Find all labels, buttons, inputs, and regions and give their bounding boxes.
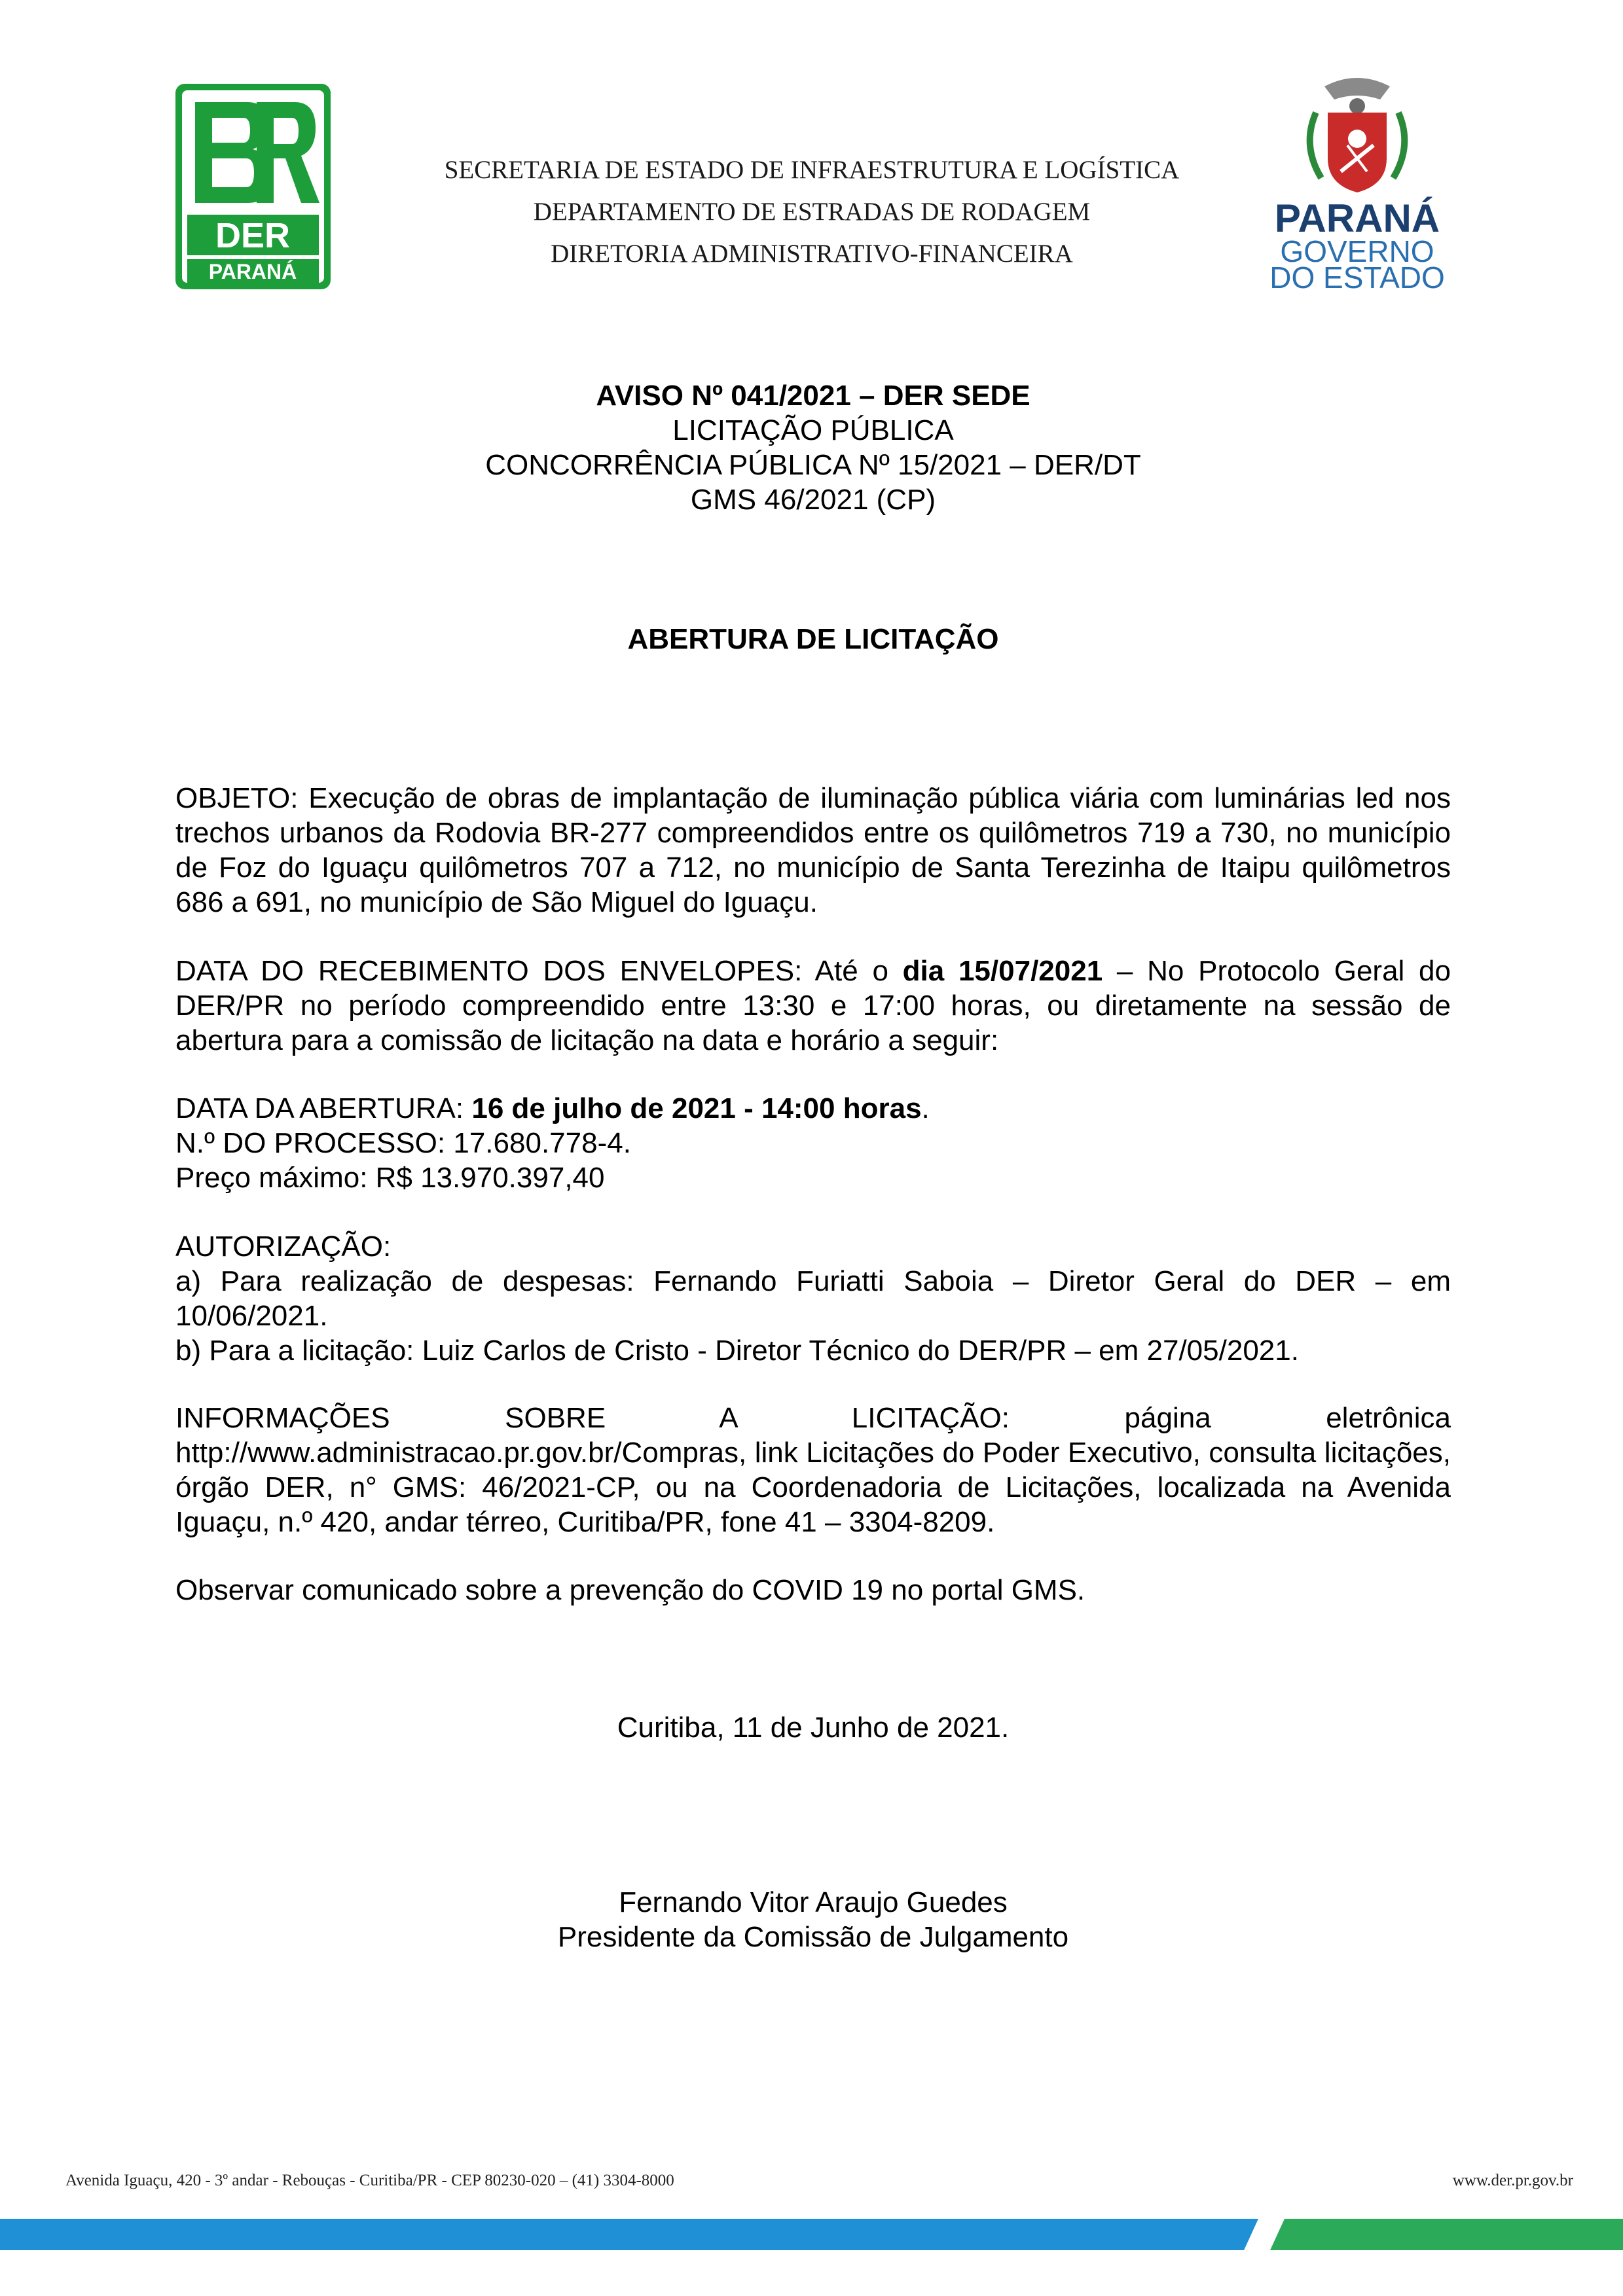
abertura-block [175,1091,1451,1195]
aviso-title: AVISO Nº 041/2021 – DER SEDE [596,380,1030,412]
gms-number: GMS 46/2021 (CP) [690,484,936,516]
informacoes-paragraph: INFORMAÇÕES SOBRE A LICITAÇÃO: página eletrônica http://www.administracao.pr.gov.br/Compras, link Licitações do Poder Executivo, consulta licitações, órgão DER, n° GMS: 46/2021-CP, ou na Coordenadoria de Licitações, localizada na Avenida Iguaçu, n.º 420, andar térreo, Curitiba/PR, fone 41 – 3304-8209. [175,1402,1451,1538]
parana-governo-logo [1262,73,1452,289]
recebimento-date: dia 15/07/2021 [902,955,1103,987]
footer-address: Avenida Iguaçu, 420 - 3º andar - Rebouças - Curitiba/PR - CEP 80230-020 – (41) 3304-8000 [65,2172,674,2189]
recebimento-prefix: DATA DO RECEBIMENTO DOS ENVELOPES: Até o [175,955,903,987]
recebimento-suffix: – No Protocolo Geral do DER/PR no período compreendido entre 13:30 e 17:00 horas, ou diretamente na sessão de abertura para a comissão de licitação na data e horário a seguir: [175,955,1451,1056]
abertura-date: 16 de julho de 2021 - 14:00 horas [471,1092,922,1124]
header-line-departamento: DEPARTAMENTO DE ESTRADAS DE RODAGEM [533,198,1091,226]
abertura-label: DATA DA ABERTURA: [175,1092,472,1124]
date-place: Curitiba, 11 de Junho de 2021. [617,1712,1010,1744]
svg-text:DO ESTADO: DO ESTADO [1269,260,1445,289]
signatory-role: Presidente da Comissão de Julgamento [557,1921,1069,1953]
title-block [175,378,1451,517]
signature-block [175,1885,1451,1954]
autorizacao-item-b: b) Para a licitação: Luiz Carlos de Cristo - Diretor Técnico do DER/PR – em 27/05/2021. [175,1335,1299,1367]
autorizacao-item-a: a) Para realização de despesas: Fernando Furiatti Saboia – Diretor Geral do DER – em 10/06/2021. [175,1265,1451,1332]
autorizacao-block [175,1229,1451,1368]
footer-color-bar [0,2219,1623,2250]
licitacao-type: LICITAÇÃO PÚBLICA [672,414,954,446]
footer-website: www.der.pr.gov.br [1452,2172,1573,2189]
section-heading: ABERTURA DE LICITAÇÃO [627,623,999,655]
recebimento-paragraph [175,954,1451,1058]
signatory-name: Fernando Vitor Araujo Guedes [619,1886,1008,1918]
autorizacao-heading: AUTORIZAÇÃO: [175,1230,392,1263]
header-institution [367,149,1257,275]
preco-maximo: Preço máximo: R$ 13.970.397,40 [175,1162,605,1194]
processo-number: N.º DO PROCESSO: 17.680.778-4. [175,1127,631,1159]
header-line-secretaria: SECRETARIA DE ESTADO DE INFRAESTRUTURA E LOGÍSTICA [444,156,1180,184]
abertura-period: . [921,1092,930,1124]
svg-text:DER: DER [215,216,291,255]
svg-text:GOVERNO: GOVERNO [1280,234,1434,268]
objeto-paragraph: OBJETO: Execução de obras de implantação de iluminação pública viária com luminárias led nos trechos urbanos da Rodovia BR-277 compreendidos entre os quilômetros 719 a 730, no município de Foz do Iguaçu quilômetros 707 a 712, no município de Santa Terezinha de Itaipu quilômetros 686 a 691, no município de São Miguel do Iguaçu. [175,782,1451,918]
svg-text:PARANÁ: PARANÁ [208,260,297,283]
header-line-diretoria: DIRETORIA ADMINISTRATIVO-FINANCEIRA [551,240,1073,268]
concorrencia-number: CONCORRÊNCIA PÚBLICA Nº 15/2021 – DER/DT [485,449,1141,481]
svg-text:PARANÁ: PARANÁ [1274,196,1440,240]
covid-note: Observar comunicado sobre a prevenção do COVID 19 no portal GMS. [175,1574,1085,1606]
der-parana-logo [175,84,331,289]
abertura-line [175,1091,1451,1126]
